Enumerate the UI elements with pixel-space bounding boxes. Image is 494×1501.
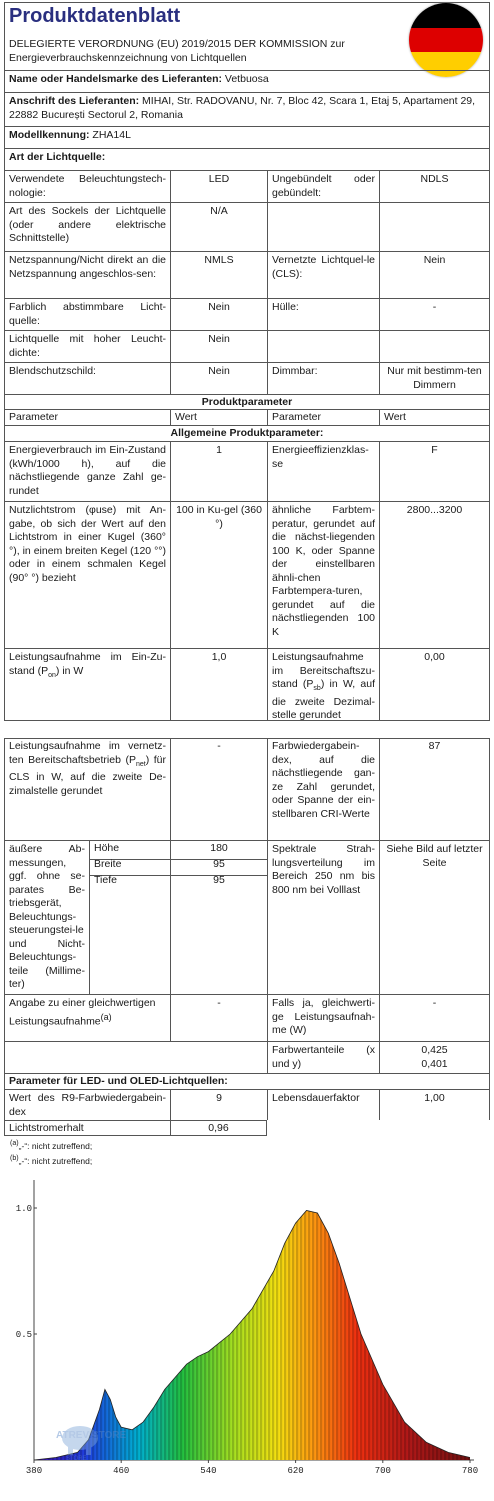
supplier-name-label: Name oder Handelsmarke des Lieferanten:: [9, 73, 222, 85]
row-value: [379, 203, 489, 251]
row-value: NMLS: [170, 252, 267, 298]
x-tick-label: 700: [374, 1466, 391, 1476]
row-label: Farblich abstimmbare Licht-quelle:: [9, 301, 166, 327]
row-label: Lichtstromerhalt: [9, 1122, 84, 1134]
label-part: Angabe zu einer gleichwertigen Leistungsaufnahme: [9, 997, 156, 1027]
table-row: [5, 1041, 489, 1073]
datasheet-table-1: [4, 70, 490, 721]
y-tick-label: 0.5: [15, 1330, 32, 1340]
row-label: Dimmbar:: [267, 363, 379, 394]
row-label: Vernetzte Lichtquel-le (CLS):: [267, 252, 379, 298]
footnote-a-marker: (a): [10, 1139, 19, 1147]
y-tick-label: 1.0: [15, 1204, 32, 1214]
row-value: NDLS: [379, 171, 489, 202]
light-source-type-row: [5, 148, 489, 170]
row-value: -: [379, 995, 489, 1041]
model-cell: [5, 127, 489, 148]
row-label: Wert des R9-Farbwiedergabein-dex: [9, 1092, 166, 1118]
row-label: Art des Sockels der Lichtquelle (oder andere elektrische Schnittstelle): [9, 205, 166, 244]
table-row: [5, 251, 489, 298]
table-row: [5, 501, 489, 648]
table-row: [5, 738, 489, 840]
row-value: Nur mit bestimm-ten Dimmern: [379, 363, 489, 394]
table-row: [5, 1089, 489, 1120]
dim-height-value: 180: [171, 841, 267, 860]
model-row: [5, 126, 489, 148]
row-label: ähnliche Farbtem-peratur, gerundet auf die nächst-liegenden 100 K, oder Spanne der einstellbaren ähnli-chen Farbtempera-turen, gerundet auf die nächstliegenden 100 K: [267, 502, 379, 648]
x-tick-label: 780: [461, 1466, 479, 1476]
row-label: [267, 649, 379, 721]
row-value: Nein: [170, 363, 267, 394]
elephant-icon-leg: [68, 1445, 73, 1455]
row-label: Spektrale Strah-lungsverteilung im Bereich 250 nm bis 800 nm bei Volllast: [267, 841, 379, 994]
row-value: -: [170, 738, 267, 840]
x-tick-label: 540: [200, 1466, 217, 1476]
footnote-b-marker: (b): [10, 1154, 19, 1162]
table-row: [5, 994, 489, 1041]
dim-depth-label: Tiefe: [94, 874, 117, 886]
table-row: [5, 170, 489, 202]
row-value: Nein: [379, 252, 489, 298]
row-label: Farbwertanteile (x und y): [267, 1042, 379, 1073]
row-label: [5, 995, 170, 1041]
column-header-parameter: Parameter: [267, 410, 379, 425]
row-label: [5, 649, 170, 721]
row-label: [267, 331, 379, 362]
row-value: -: [379, 299, 489, 330]
supplier-name-value: Vetbuosa: [224, 73, 269, 85]
row-value: Nein: [170, 331, 267, 362]
product-params-heading-row: [5, 394, 489, 409]
row-value: F: [379, 442, 489, 501]
row-label: Lichtquelle mit hoher Leucht-dichte:: [9, 333, 166, 359]
row-value: [379, 331, 489, 362]
label-part: ) für CLS in W, auf die zweite De-zimalstelle gerundet: [9, 753, 166, 797]
watermark-subtext: STORE: [66, 1456, 87, 1462]
row-label: Nutzlichtstrom (φuse) mit An-gabe, ob sich der Wert auf den Lichtstrom in einer Kugel (360° °), in einem breiten Kegel (120 °°) oder in einem schmalen Kegel (90° °) bezieht: [9, 504, 166, 584]
spectrum-chart: [4, 1170, 490, 1496]
supplier-name-row: [5, 70, 489, 92]
row-label: Ungebündelt oder gebündelt:: [267, 171, 379, 202]
dimension-names: [89, 841, 170, 994]
dim-height-label: Höhe: [90, 841, 170, 860]
regulation-subtitle: DELEGIERTE VERORDNUNG (EU) 2019/2015 DER KOMMISSION zur Energieverbrauchskennzeichnung von Lichtquellen: [9, 38, 345, 64]
row-label: Falls ja, gleichwerti-ge Leistungsaufnah-me (W): [267, 995, 379, 1041]
elephant-icon-leg: [86, 1445, 91, 1455]
table-row: [5, 441, 489, 501]
footnote-marker: (a): [100, 1011, 112, 1022]
table-2-last-row-blank: [267, 1120, 491, 1137]
row-value: 1,0: [170, 649, 267, 721]
label-part: Leistungsaufnahme im vernetz-ten Bereitschaftsbetrieb (P: [9, 740, 166, 766]
row-value: -: [170, 995, 267, 1041]
spectrum-area: [34, 1211, 470, 1461]
row-label: Netzspannung/Nicht direkt an die Netzspannung angeschlos-sen:: [9, 254, 166, 280]
dim-width-label: Breite: [90, 857, 170, 876]
row-label: Blendschutzschild:: [9, 365, 96, 377]
row-label: [267, 203, 379, 251]
led-params-heading: Parameter für LED- und OLED-Lichtquellen:: [9, 1075, 228, 1087]
watermark-text: ATREVISTORE: [56, 1430, 127, 1441]
label-part: ) in W, auf die zweite Dezimal-stelle gerundet: [272, 678, 376, 721]
table-row: [5, 648, 489, 721]
footnote-a-text: „-“: nicht zutreffend;: [18, 1140, 93, 1151]
dim-width-value: 95: [171, 857, 267, 876]
dimensions-row: [5, 840, 489, 994]
x-tick-label: 620: [287, 1466, 304, 1476]
row-label: Energieverbrauch im Ein-Zustand (kWh/1000 h), auf die nächstliegende ganze Zahl ge-rundet: [9, 444, 166, 497]
row-value: 1,00: [379, 1090, 489, 1120]
row-label: [5, 738, 170, 840]
led-params-heading-row: [5, 1073, 489, 1089]
column-header-value: Wert: [379, 410, 489, 425]
row-value: 0,96: [170, 1121, 267, 1136]
row-label: Energieeffizienzklas-se: [267, 442, 379, 501]
footnote-a: [10, 1138, 92, 1152]
column-header-value: Wert: [170, 410, 267, 425]
light-source-type-heading: Art der Lichtquelle:: [9, 151, 106, 163]
x-tick-label: 380: [25, 1466, 43, 1476]
label-part: Leistungsaufnahme im Ein-Zu-stand (P: [9, 651, 166, 677]
column-header-parameter: Parameter: [9, 411, 59, 423]
dimensions-label: äußere Ab-messungen, ggf. ohne se-parates Be-triebsgerät, Beleuchtungs-steuerungstei-le und Nicht-Beleuchtungs-teile (Millime-ter): [9, 843, 85, 990]
row-value: Nein: [170, 299, 267, 330]
row-value: 100 in Ku-gel (360 °): [170, 502, 267, 648]
label-part: Leistungsaufnahme im Bereitschaftszu-stand (P: [272, 651, 375, 690]
label-part: ) in W: [55, 664, 84, 677]
table-row: [5, 202, 489, 251]
row-value: N/A: [170, 203, 267, 251]
table-row: [5, 330, 489, 362]
spectrum-chart-svg: [4, 1170, 490, 1496]
page-title: Produktdatenblatt: [9, 5, 181, 27]
row-value: LED: [170, 171, 267, 202]
row-value: [379, 1042, 489, 1073]
row-value: Siehe Bild auf letzter Seite: [379, 841, 489, 994]
model-label: Modellkennung:: [9, 129, 90, 141]
model-value: ZHA14L: [92, 129, 131, 141]
row-value: 1: [170, 442, 267, 501]
supplier-address-row: [5, 92, 489, 126]
product-params-heading: Produktparameter: [201, 396, 293, 408]
row-label: Verwendete Beleuchtungstech-nologie:: [9, 173, 166, 199]
supplier-address-label: Anschrift des Lieferanten:: [9, 95, 140, 107]
chromaticity-x: 0,425: [421, 1044, 448, 1056]
row-value: 2800...3200: [379, 502, 489, 648]
row-value: 0,00: [379, 649, 489, 721]
table-row: [5, 362, 489, 394]
general-params-heading: Allgemeine Produktparameter:: [170, 427, 324, 439]
dim-depth-value: 95: [213, 874, 225, 886]
empty-cell: [5, 1042, 267, 1073]
footnote-b-text: „-“: nicht zutreffend;: [18, 1155, 93, 1166]
x-tick-label: 460: [113, 1466, 130, 1476]
dimension-values: [170, 841, 267, 994]
chromaticity-y: 0,401: [421, 1057, 448, 1070]
row-value: 9: [170, 1090, 267, 1120]
row-label: Hülle:: [267, 299, 379, 330]
label-subscript: sb: [313, 685, 321, 693]
row-label: Farbwiedergabein-dex, auf die nächstliegende gan-ze Zahl gerundet, oder Spanne der ein-stellbaren CRI-Werte: [267, 738, 379, 840]
datasheet-table-2: [4, 738, 490, 1136]
supplier-name-cell: [5, 71, 489, 92]
row-value: 87: [379, 738, 489, 840]
supplier-address-cell: [5, 93, 489, 126]
label-subscript: net: [135, 760, 146, 768]
footnote-b: [10, 1153, 92, 1167]
column-header-row: [5, 409, 489, 425]
general-params-heading-row: [5, 425, 489, 441]
row-label: Lebensdauerfaktor: [267, 1090, 379, 1120]
supplier-address-value: MIHAI, Str. RADOVANU, Nr. 7, Bloc 42, Scara 1, Etaj 5, Apartament 29, 22882 București Sectorul 2, Romania: [9, 95, 476, 121]
label-subscript: on: [48, 671, 56, 679]
table-row: [5, 298, 489, 330]
flag-stripe-red: [409, 28, 483, 53]
german-flag-icon: [409, 3, 483, 77]
